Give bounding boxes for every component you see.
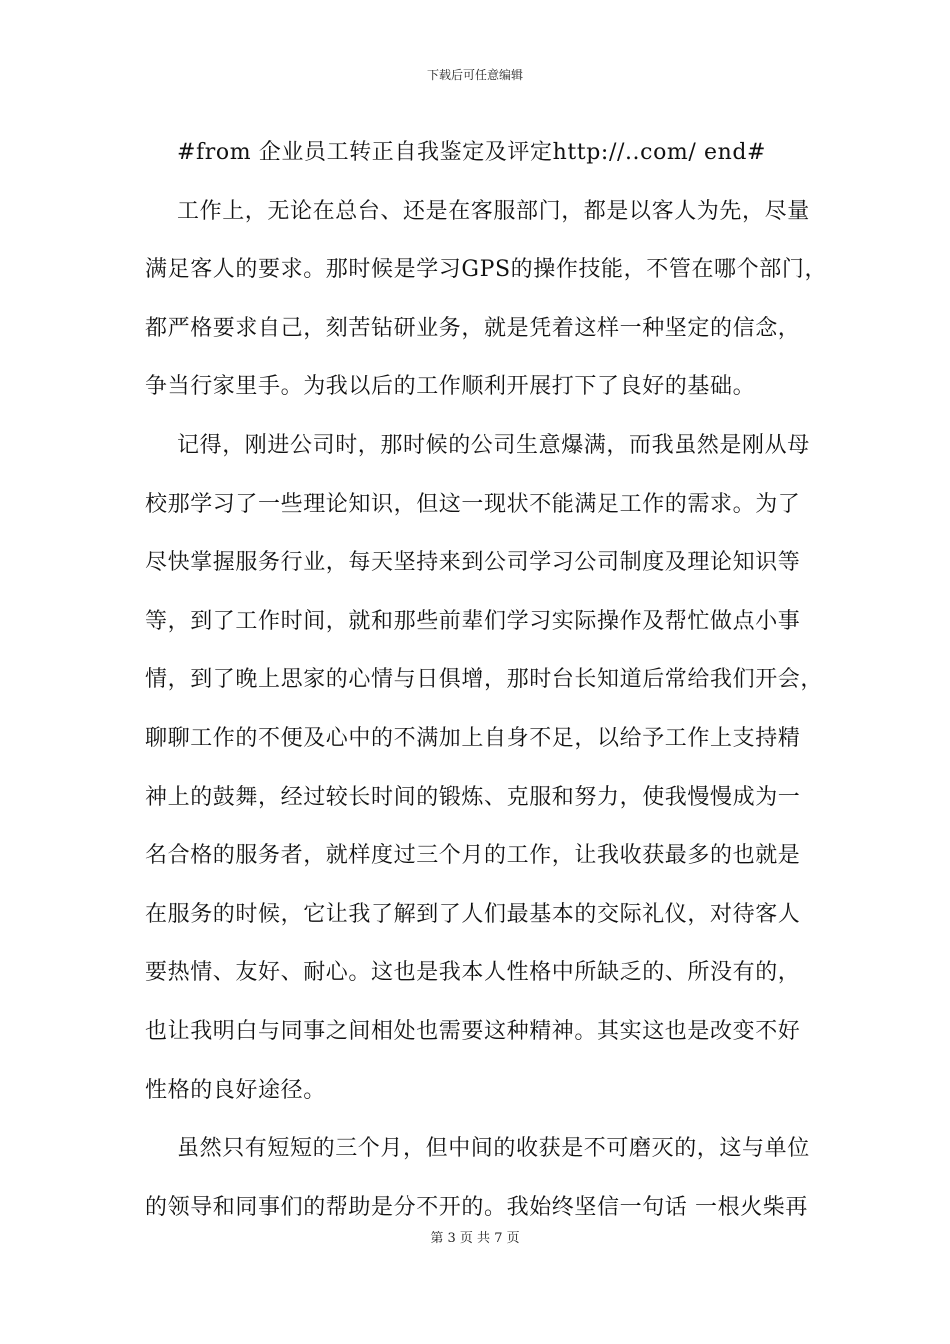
page-header-note: 下载后可任意编辑 <box>426 68 523 82</box>
body-line: 虽然只有短短的三个月，但中间的收获是不可磨灭的，这与单位 <box>177 1136 810 1162</box>
body-line: 记得，刚进公司时，那时候的公司生意爆满，而我虽然是刚从母 <box>177 432 810 458</box>
body-line: 工作上，无论在总台、还是在客服部门，都是以客人为先，尽量 <box>177 198 810 224</box>
body-line: 也让我明白与同事之间相处也需要这种精神。其实这也是改变不好 <box>145 1018 801 1044</box>
document-body <box>145 130 828 1243</box>
body-line: 都严格要求自己，刻苦钻研业务，就是凭着这样一种坚定的信念， <box>145 315 801 341</box>
body-line: 名合格的服务者，就样度过三个月的工作，让我收获最多的也就是 <box>145 843 801 869</box>
body-line-meta: #from 企业员工转正自我鉴定及评定http://..com/ end# <box>177 140 767 165</box>
body-line: 要热情、友好、耐心。这也是我本人性格中所缺乏的、所没有的， <box>145 960 801 986</box>
body-line: 校那学习了一些理论知识，但这一现状不能满足工作的需求。为了 <box>145 491 801 517</box>
body-line: 争当行家里手。为我以后的工作顺利开展打下了良好的基础。 <box>145 374 756 400</box>
body-line: 聊聊工作的不便及心中的不满加上自身不足，以给予工作上支持精 <box>145 725 801 751</box>
body-line: 在服务的时候，它让我了解到了人们最基本的交际礼仪，对待客人 <box>145 901 801 927</box>
body-line: 等，到了工作时间，就和那些前辈们学习实际操作及帮忙做点小事 <box>145 608 801 634</box>
body-line: 满足客人的要求。那时候是学习GPS的操作技能，不管在哪个部门， <box>145 257 828 283</box>
body-line: 尽快掌握服务行业，每天坚持来到公司学习公司制度及理论知识等 <box>145 550 801 576</box>
body-line: 情，到了晚上思家的心情与日俱增，那时台长知道后常给我们开会， <box>145 667 824 693</box>
body-line: 性格的良好途径。 <box>145 1077 326 1103</box>
page-number-footer: 第 3 页 共 7 页 <box>430 1231 520 1246</box>
body-line: 的领导和同事们的帮助是分不开的。我始终坚信一句话 一根火柴再 <box>145 1194 808 1220</box>
body-line: 神上的鼓舞，经过较长时间的锻炼、克服和努力，使我慢慢成为一 <box>145 784 801 810</box>
